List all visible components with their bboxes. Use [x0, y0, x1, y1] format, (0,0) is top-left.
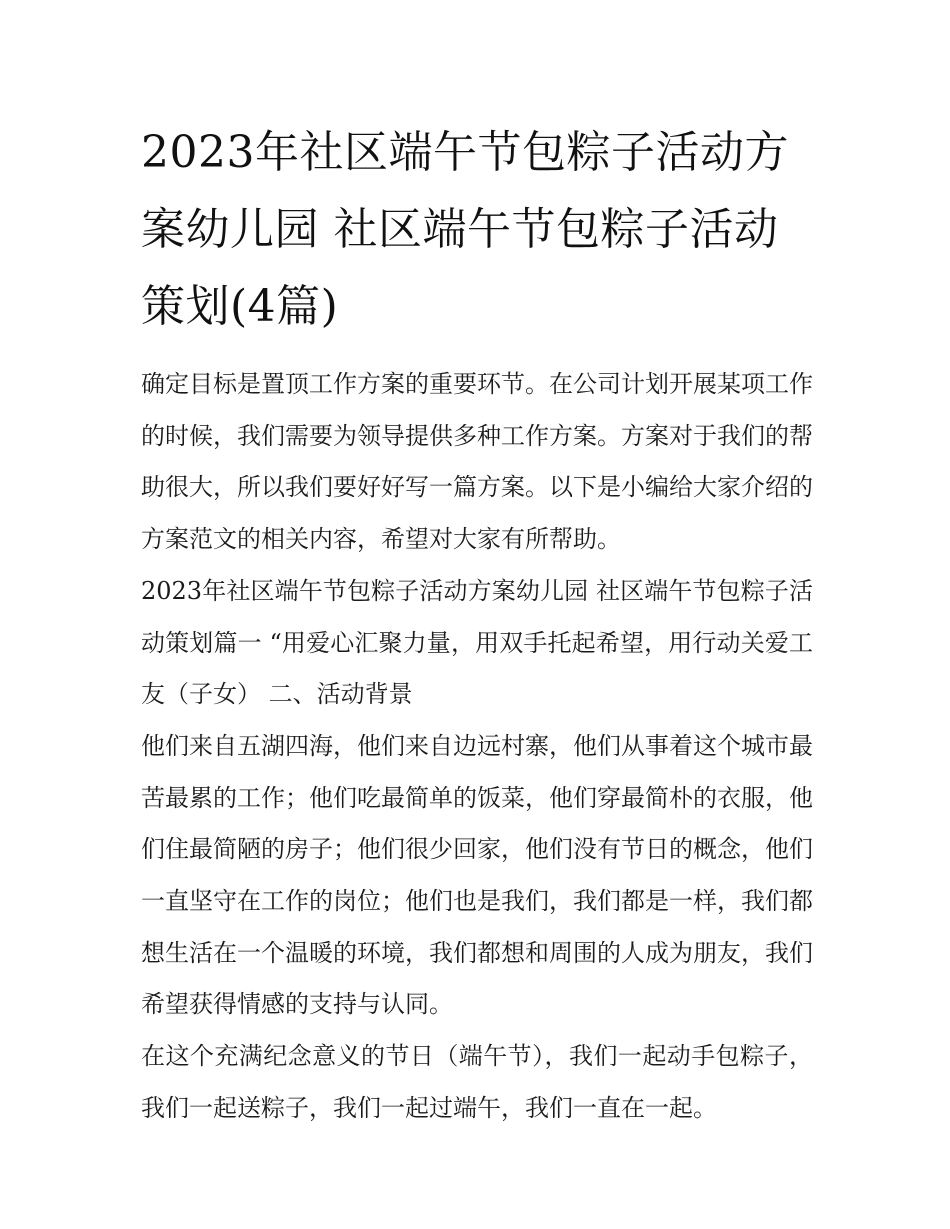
section-heading-paragraph: 2023年社区端午节包粽子活动方案幼儿园 社区端午节包粽子活动策划篇一 “用爱心汇聚力量，用双手托起希望，用行动关爱工友（子女） 二、活动背景 — [141, 576, 813, 709]
document-body — [141, 114, 813, 1135]
intro-paragraph: 确定目标是置顶工作方案的重要环节。在公司计划开展某项工作的时候，我们需要为领导提供多种工作方案。方案对于我们的帮助很大，所以我们要好好写一篇方案。以下是小编给大家介绍的方案范文的相关内容，希望对大家有所帮助。 — [141, 370, 813, 554]
background-paragraph: 他们来自五湖四海，他们来自边远村寨，他们从事着这个城市最苦最累的工作；他们吃最简单的饭菜，他们穿最简朴的衣服，他们住最简陋的房子；他们很少回家，他们没有节日的概念，他们一直坚守在工作的岗位；他们也是我们，我们都是一样，我们都想生活在一个温暖的环境，我们都想和周围的人成为朋友，我们希望获得情感的支持与认同。 — [141, 731, 813, 1019]
document-title: 2023年社区端午节包粽子活动方案幼儿园 社区端午节包粽子活动策划(4篇) — [141, 127, 789, 332]
closing-paragraph: 在这个充满纪念意义的节日（端午节），我们一起动手包粽子，我们一起送粽子，我们一起过端午，我们一直在一起。 — [141, 1042, 813, 1122]
